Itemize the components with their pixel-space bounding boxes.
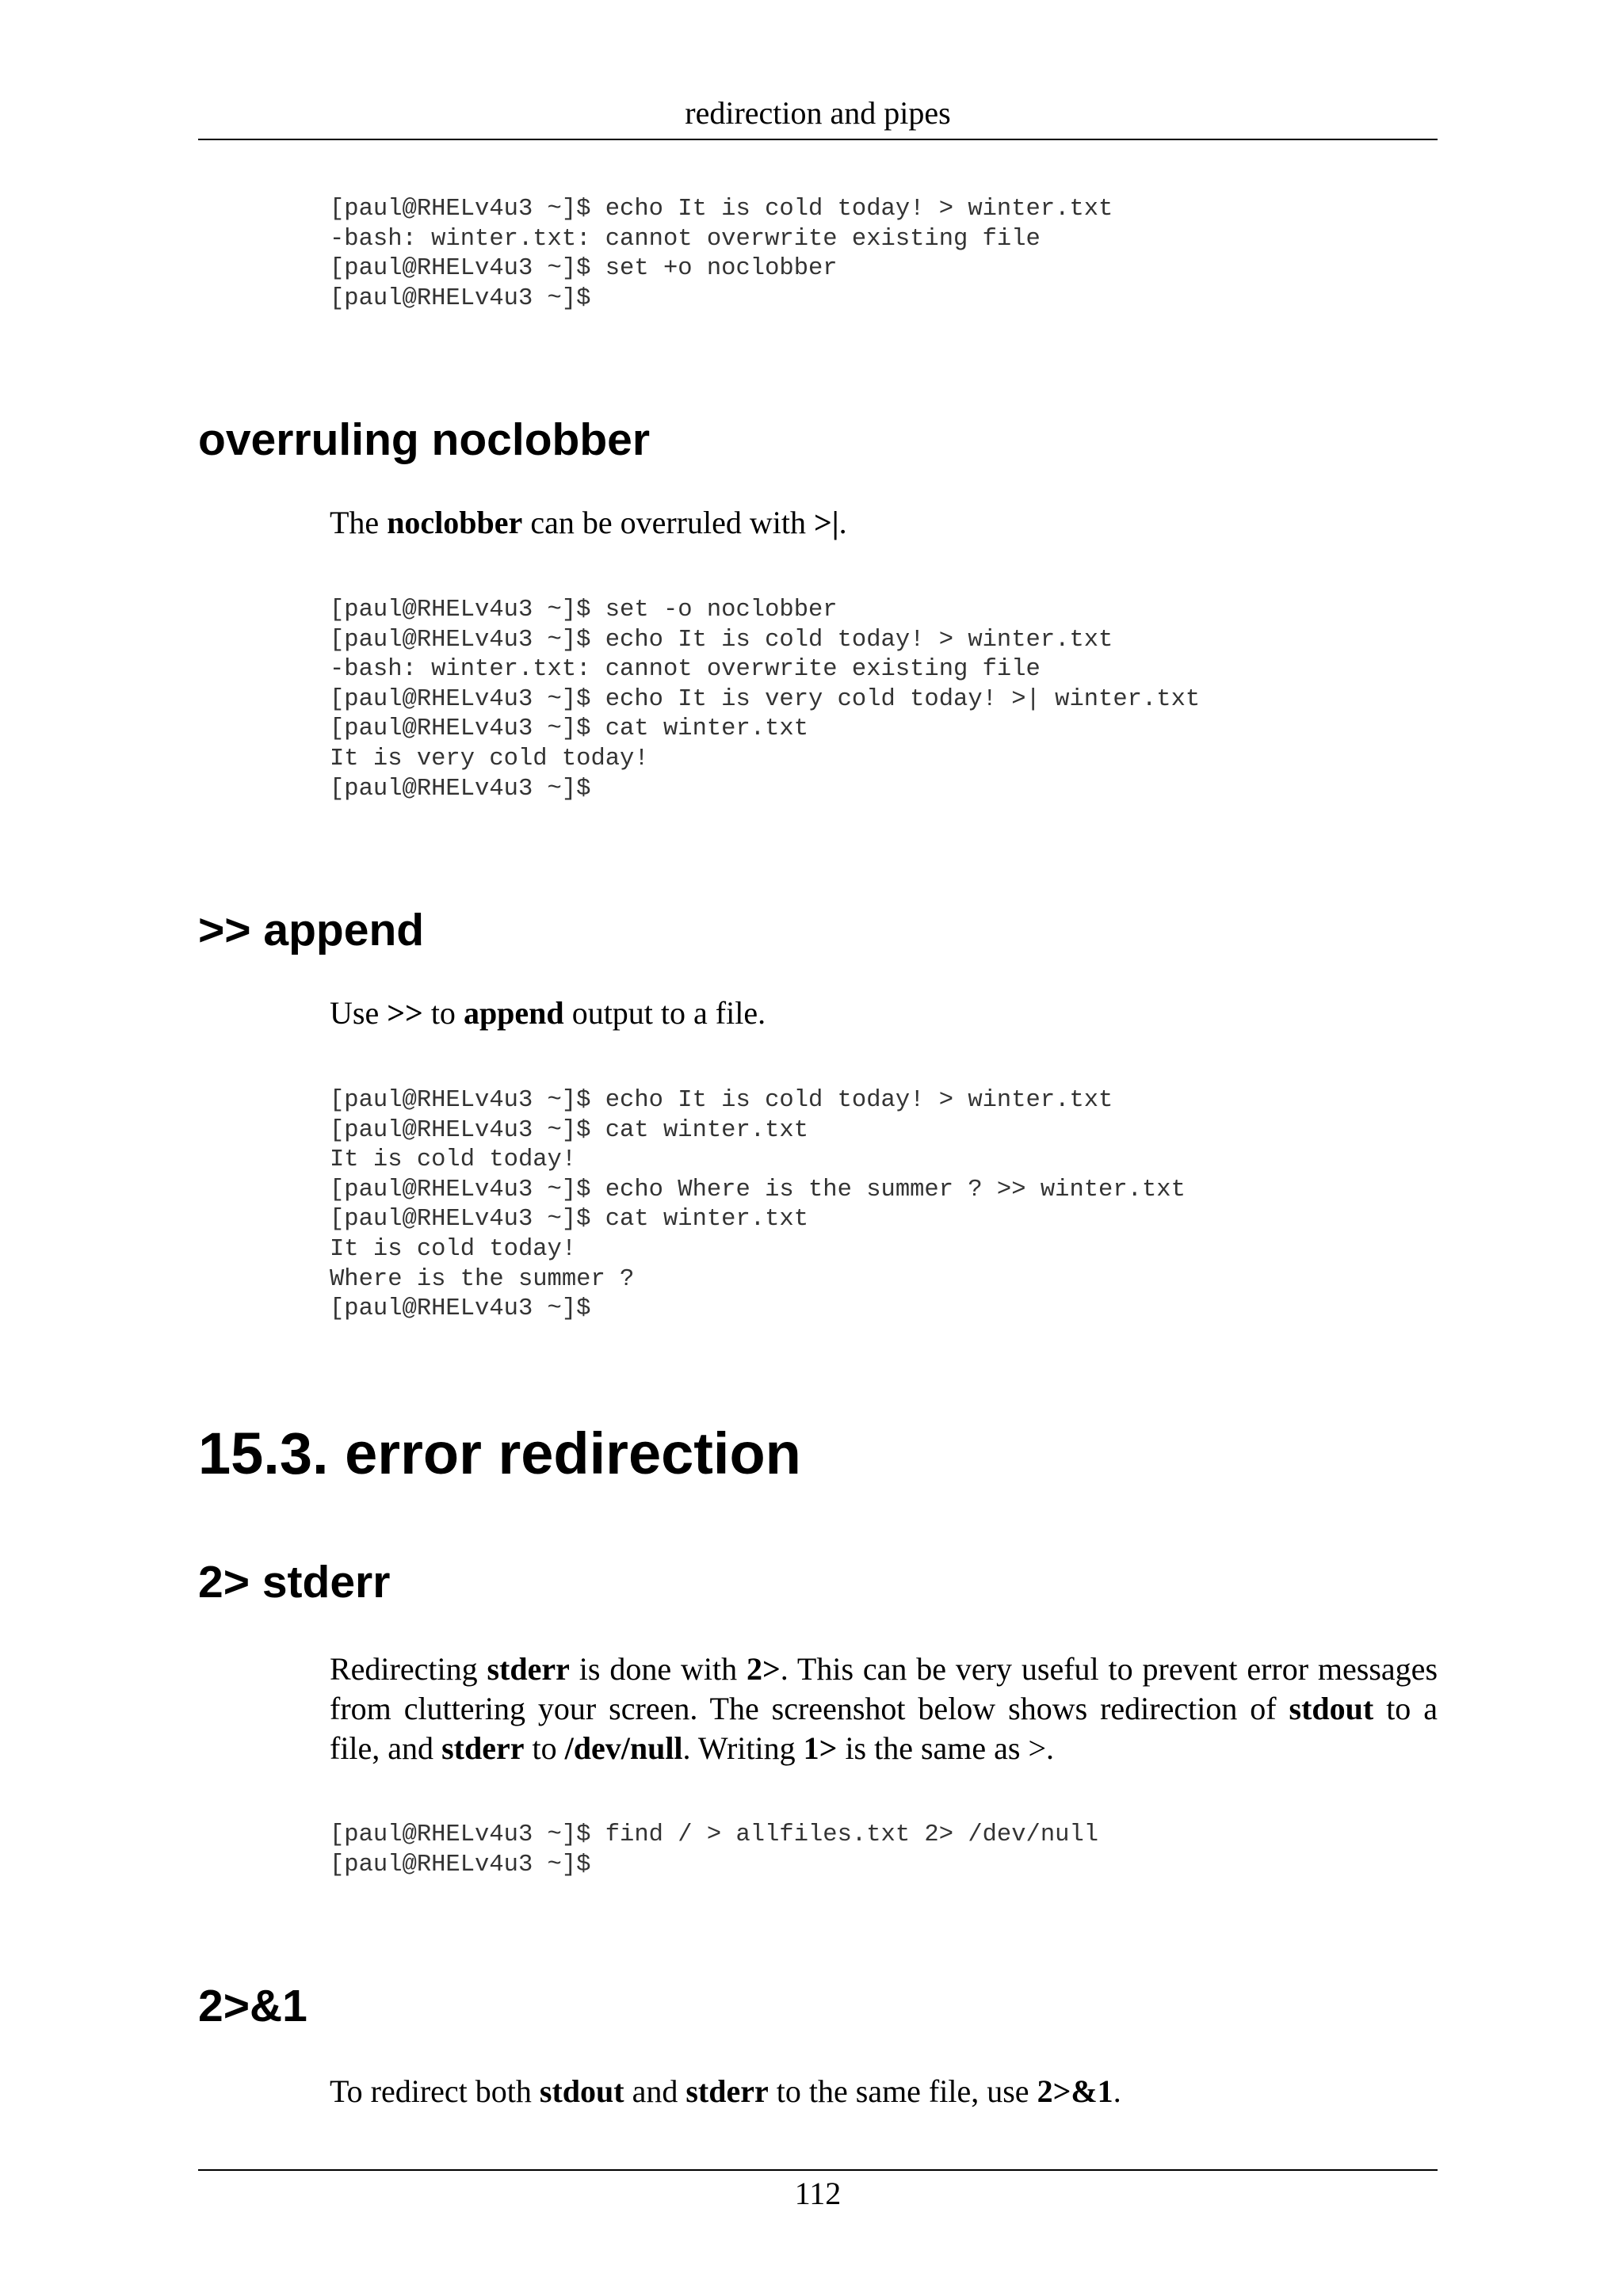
code-block: [330, 596, 1200, 804]
paragraph-stderr: [330, 1650, 1438, 1768]
paragraph-overruling-noclobber: [330, 503, 1438, 543]
code-line: [paul@RHELv4u3 ~]$ echo It is cold today! > winter.txt: [330, 1087, 1113, 1114]
para-text: . This can be very useful to prevent error messages from cluttering your screen. The screenshot below shows redirection of: [330, 1651, 1438, 1726]
section-heading-stderr: 2> stderr: [198, 1557, 391, 1608]
code-line: [paul@RHELv4u3 ~]$ echo It is cold today! > winter.txt: [330, 196, 1113, 223]
code-line: -bash: winter.txt: cannot overwrite existing file: [330, 656, 1041, 684]
para-bold: append: [463, 995, 564, 1031]
section-heading-overruling-noclobber: overruling noclobber: [198, 414, 651, 465]
code-line: [paul@RHELv4u3 ~]$: [330, 1851, 591, 1878]
para-bold: stdout: [539, 2073, 624, 2109]
para-bold: >>: [387, 995, 423, 1031]
para-text: .: [838, 505, 847, 540]
para-text: is done with: [569, 1651, 747, 1687]
code-block: [330, 195, 1113, 314]
code-line: [paul@RHELv4u3 ~]$ find / > allfiles.txt 2> /dev/null: [330, 1821, 1099, 1848]
para-bold: stderr: [487, 1651, 570, 1687]
code-line: It is cold today!: [330, 1235, 577, 1263]
para-bold: >|: [813, 505, 839, 540]
code-line: It is very cold today!: [330, 745, 649, 772]
para-bold: noclobber: [387, 505, 523, 540]
para-text: to the same file, use: [768, 2073, 1037, 2109]
para-bold: stderr: [441, 1730, 525, 1766]
para-bold: stdout: [1289, 1691, 1374, 1726]
para-text: Redirecting: [330, 1651, 487, 1687]
code-line: [paul@RHELv4u3 ~]$ cat winter.txt: [330, 715, 808, 743]
para-text: . Writing: [682, 1730, 804, 1766]
para-text: is the same as >.: [837, 1730, 1055, 1766]
para-bold: stderr: [685, 2073, 769, 2109]
para-text: The: [330, 505, 388, 540]
code-line: It is cold today!: [330, 1146, 577, 1174]
para-bold: 1>: [803, 1730, 838, 1766]
para-bold: /dev/null: [564, 1730, 683, 1766]
paragraph-2-and-1: [330, 2072, 1438, 2111]
chapter-heading: 15.3. error redirection: [198, 1421, 801, 1486]
code-line: Where is the summer ?: [330, 1265, 635, 1293]
para-text: to: [524, 1730, 565, 1766]
code-block: [330, 1086, 1186, 1325]
para-text: can be overruled with: [522, 505, 814, 540]
para-text: and: [624, 2073, 686, 2109]
paragraph-append: [330, 994, 1438, 1033]
code-block: [330, 1821, 1098, 1880]
para-text: .: [1113, 2073, 1121, 2109]
footer-rule: [198, 2169, 1438, 2171]
code-line: [paul@RHELv4u3 ~]$ echo It is cold today! > winter.txt: [330, 626, 1113, 654]
code-line: [paul@RHELv4u3 ~]$: [330, 1295, 591, 1323]
para-text: To redirect both: [330, 2073, 540, 2109]
para-bold: 2>&1: [1037, 2073, 1113, 2109]
para-text: output to a file.: [563, 995, 766, 1031]
code-line: -bash: winter.txt: cannot overwrite existing file: [330, 225, 1041, 253]
para-bold: 2>: [746, 1651, 781, 1687]
code-line: [paul@RHELv4u3 ~]$ echo Where is the summer ? >> winter.txt: [330, 1176, 1186, 1203]
code-line: [paul@RHELv4u3 ~]$: [330, 284, 591, 312]
page-number: 112: [794, 2176, 842, 2211]
section-heading-append: >> append: [198, 905, 425, 955]
code-line: [paul@RHELv4u3 ~]$ set -o noclobber: [330, 597, 838, 624]
code-line: [paul@RHELv4u3 ~]$ cat winter.txt: [330, 1116, 808, 1144]
code-line: [paul@RHELv4u3 ~]$: [330, 775, 591, 803]
code-line: [paul@RHELv4u3 ~]$ echo It is very cold today! >| winter.txt: [330, 685, 1201, 713]
para-text: to: [422, 995, 464, 1031]
running-header: redirection and pipes: [685, 95, 951, 131]
code-line: [paul@RHELv4u3 ~]$ cat winter.txt: [330, 1206, 808, 1234]
code-line: [paul@RHELv4u3 ~]$ set +o noclobber: [330, 255, 838, 283]
para-text: Use: [330, 995, 388, 1031]
para-text: to a file, and: [330, 1691, 1438, 1766]
header-rule: [198, 139, 1438, 140]
section-heading-2-and-1: 2>&1: [198, 1981, 307, 2031]
